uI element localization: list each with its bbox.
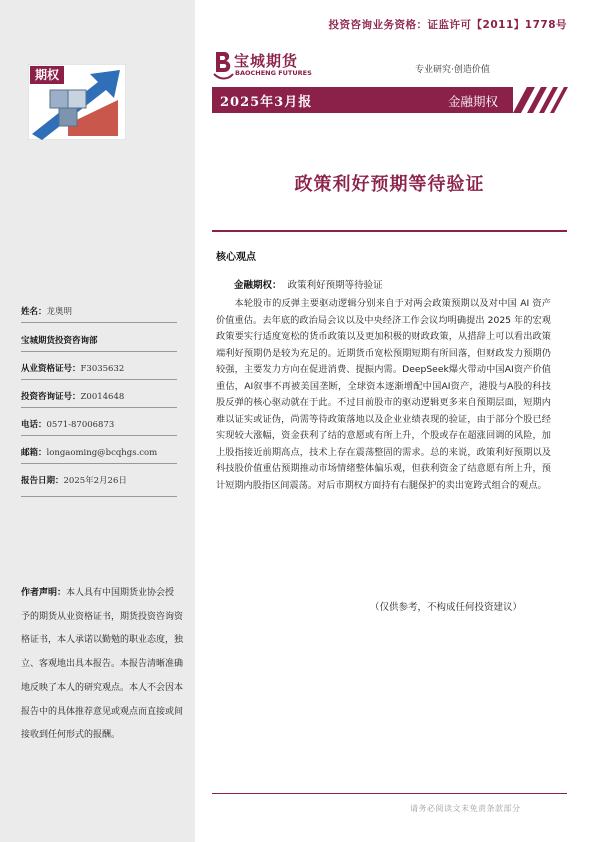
logo-text-cn: 宝城期货 [234, 52, 299, 70]
slogan: 专业研究·创造价值 [415, 65, 490, 75]
banner-date: 2025年3月报 [220, 95, 313, 110]
author-name: 龙奥明 [46, 307, 73, 317]
license-number: F3035632 [80, 364, 125, 374]
consult-label: 投资咨询证号： [21, 392, 81, 402]
sub-text: 政策利好预期等待验证 [287, 280, 383, 291]
name-label: 姓名： [21, 307, 47, 317]
phone-label: 电话： [21, 420, 47, 430]
report-date: 2025年2月26日 [63, 476, 127, 486]
date-label: 报告日期： [21, 476, 64, 486]
author-statement [21, 582, 183, 748]
cover-label: 期权 [34, 68, 60, 82]
email-address[interactable]: longaoming@bcqhgs.com [46, 448, 158, 458]
license-label: 从业资格证号： [21, 364, 81, 374]
logo-mark-icon [212, 50, 234, 80]
company-logo [212, 50, 322, 82]
core-heading: 核心观点 [216, 252, 256, 263]
banner-category: 金融期权 [448, 94, 499, 109]
footer-divider [212, 793, 567, 794]
department: 宝城期货投资咨询部 [21, 336, 98, 346]
body-paragraph: 本轮股市的反弹主要驱动逻辑分别来自于对两会政策预期以及对中国 AI 资产价值重估。去年底的政治局会议以及中央经济工作会议均明确提出 2025 年的宏观政策要实行适度宽松的货币政策以及更加积极的财政政策，从措辞上可以看出政策端利好预期仍是较为充足的。近期货币宽松预期短期有所回落，但财政发力预期仍较强，主要发力方向在促进消费、提振内需。DeepSeek爆火带动中国AI资产价值重估，AI叙事不再被美国垄断，全球资本逐渐增配中国AI资产，港股与A股的科技股反弹的核心驱动就在于此。不过目前股市的驱动逻辑更多来自预期层面，短期内难以证实或证伪，尚需等待政策落地以及企业业绩表现的验证，由于部分个股已经实现较大涨幅，资金获利了结的意愿或有所上升，个股或存在超涨回调的风险，加上股指接近前期高点，技术上存在震荡整固的需求。总的来说，政策利好预期以及科技股价值重估预期推动市场情绪整体偏乐观，但获利资金了结意愿有所上升，预计短期内股指区间震荡。对后市期权方面持有右腿保护的卖出宽跨式组合的观点。 [216, 298, 551, 492]
sub-heading [234, 277, 383, 291]
banner-stripes [513, 87, 569, 113]
statement-text: 本人具有中国期货业协会授予的期货从业资格证书，期货投资咨询资格证书，本人承诺以勤勉的职业态度，独立、客观地出具本报告。本报告清晰准确地反映了本人的研究观点。本人不会因本报告中的具体推荐意见或观点而直接或间接收到任何形式的报酬。 [21, 588, 184, 741]
report-banner [212, 87, 567, 113]
qualification-line: 投资咨询业务资格：证监许可【2011】1778号 [328, 19, 567, 31]
statement-label: 作者声明： [21, 588, 67, 598]
disclaimer: （仅供参考，不构成任何投资建议） [370, 602, 523, 613]
title-divider [212, 230, 567, 232]
cover-image [28, 64, 126, 140]
phone-number: 0571-87006873 [46, 420, 115, 430]
report-title: 政策利好预期等待验证 [294, 174, 485, 195]
email-label: 邮箱： [21, 448, 47, 458]
logo-text-en: BAOCHENG FUTURES [235, 69, 312, 77]
footer-note: 请务必阅读文末免责条款部分 [410, 804, 521, 813]
sub-label: 金融期权： [234, 280, 282, 291]
consult-number: Z0014648 [80, 392, 125, 402]
